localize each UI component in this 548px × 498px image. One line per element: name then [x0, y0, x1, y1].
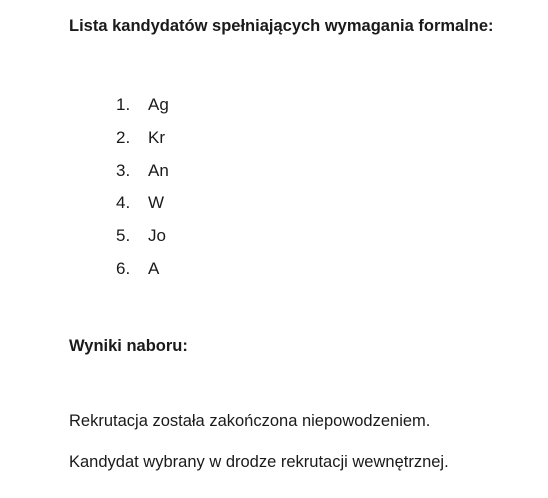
list-item-name: An	[148, 160, 169, 180]
list-item-name: A	[148, 258, 160, 278]
list-item-number: 6.	[116, 258, 131, 278]
list-item	[0, 224, 200, 257]
list-item-name: Kr	[148, 127, 165, 147]
list-item-name-clip	[148, 191, 165, 215]
list-item-number: 2.	[116, 127, 131, 147]
list-item	[0, 191, 200, 224]
list-item	[0, 159, 200, 192]
list-item	[0, 126, 200, 159]
list-item-name: W	[148, 193, 165, 213]
list-item-name-clip	[148, 93, 169, 117]
internal-recruitment-text: Kandydat wybrany w drodze rekrutacji wewnętrznej.	[69, 453, 449, 471]
list-item-name-clip	[148, 126, 165, 150]
results-heading: Wyniki naboru:	[69, 337, 188, 355]
list-item-name: Jo	[148, 226, 166, 246]
list-item-number: 5.	[116, 226, 131, 246]
list-item	[0, 257, 200, 290]
list-item-name-clip	[148, 224, 165, 248]
list-item-name-clip	[148, 159, 169, 183]
list-item-number: 4.	[116, 193, 131, 213]
list-item-number: 1.	[116, 95, 131, 114]
list-item-number: 3.	[116, 160, 131, 180]
list-item	[0, 93, 200, 126]
candidate-list	[0, 93, 200, 290]
candidates-heading: Lista kandydatów spełniających wymagania formalne:	[69, 17, 494, 35]
recruitment-outcome-text: Rekrutacja została zakończona niepowodzeniem.	[69, 412, 431, 430]
list-item-name-clip	[148, 257, 165, 281]
list-item-name: Ag	[148, 95, 169, 114]
